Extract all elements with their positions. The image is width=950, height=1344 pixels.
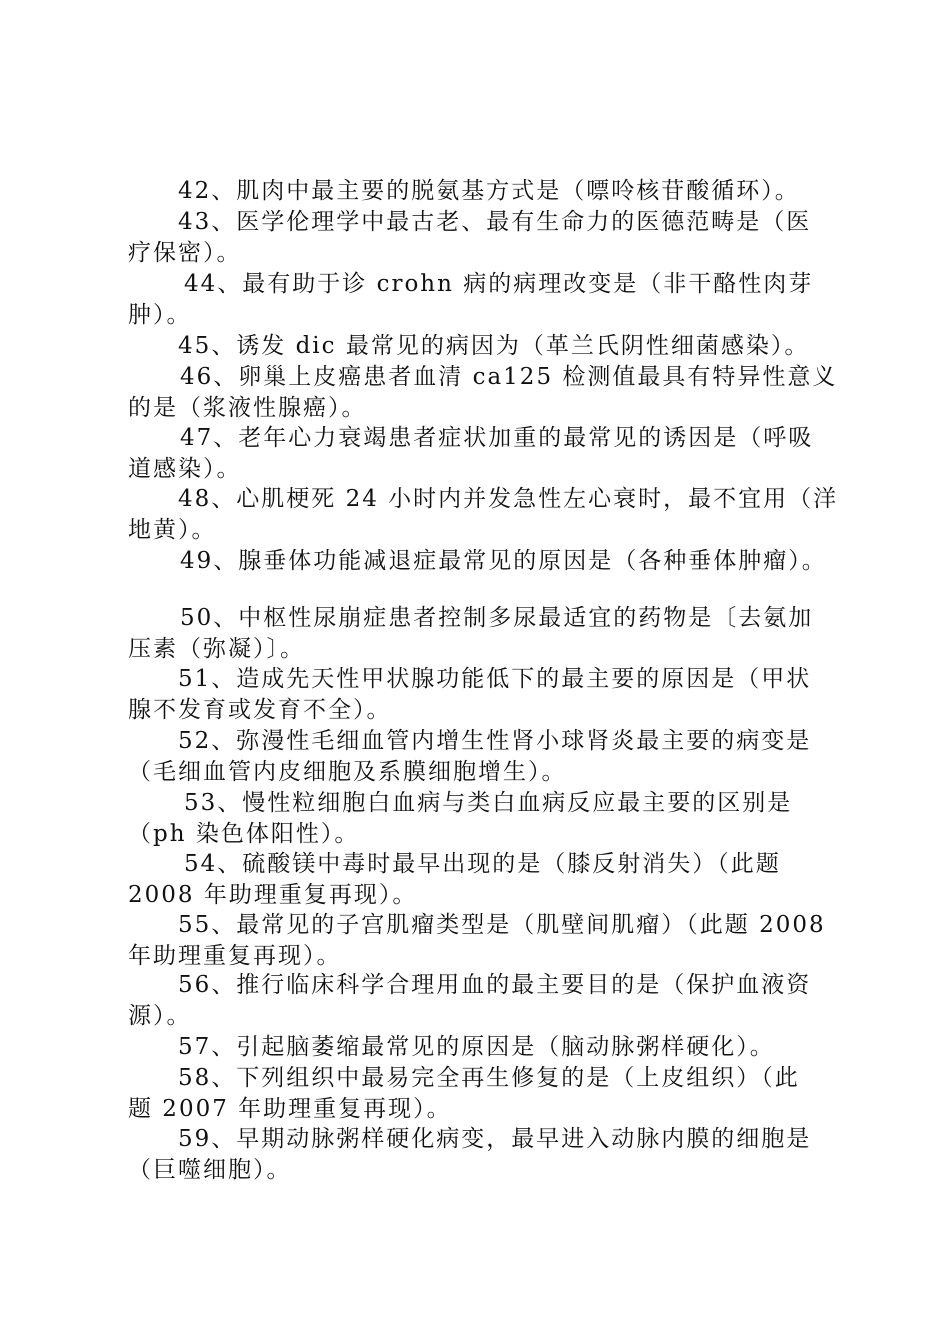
question-line: 42、肌肉中最主要的脱氨基方式是（嘌呤核苷酸循环）。 [178,178,800,204]
question-line: 58、下列组织中最易完全再生修复的是（上皮组织）（此 [178,1065,800,1091]
question-line: 59、早期动脉粥样硬化病变，最早进入动脉内膜的细胞是 [178,1126,812,1152]
question-line: 50、中枢性尿崩症患者控制多尿最适宜的药物是〔去氨加 [180,605,814,631]
question-line-continuation: 题 2007 年助理重复再现）。 [128,1096,452,1122]
question-line: 55、最常见的子宫肌瘤类型是（肌壁间肌瘤）（此题 2008 [178,912,826,938]
question-line-continuation: 年助理重复再现）。 [128,943,342,969]
question-line-continuation: 疗保密）。 [128,240,242,266]
question-line: 52、弥漫性毛细血管内增生性肾小球肾炎最主要的病变是 [178,728,812,754]
question-line-continuation: 腺不发育或发育不全）。 [128,697,392,723]
question-line: 49、腺垂体功能减退症最常见的原因是（各种垂体肿瘤）。 [180,548,827,574]
question-line-continuation: （巨噬细胞）。 [128,1157,292,1183]
question-line: 53、慢性粒细胞白血病与类白血病反应最主要的区别是 [184,790,793,816]
question-line-continuation: 压素（弥凝）〕。 [128,636,305,662]
question-line-continuation: 地黄）。 [128,517,217,543]
question-line: 44、最有助于诊 crohn 病的病理改变是（非干酪性肉芽 [184,271,814,297]
question-line: 47、老年心力衰竭患者症状加重的最常见的诱因是（呼吸 [180,425,814,451]
question-line: 57、引起脑萎缩最常见的原因是（脑动脉粥样硬化）。 [178,1034,775,1060]
question-line-continuation: 道感染）。 [128,456,242,482]
question-line-continuation: 肿）。 [128,302,192,328]
question-line: 51、造成先天性甲状腺功能低下的最主要的原因是（甲状 [178,666,812,692]
question-line-continuation: 2008 年助理重复再现）。 [128,882,418,908]
question-line-continuation: 源）。 [128,1003,192,1029]
question-line: 54、硫酸镁中毒时最早出现的是（膝反射消失）（此题 [184,851,781,877]
question-line: 46、卵巢上皮癌患者血清 ca125 检测值最具有特异性意义 [180,364,838,390]
question-line: 43、医学伦理学中最古老、最有生命力的医德范畴是（医 [178,209,812,235]
question-line-continuation: （ph 染色体阳性）。 [128,821,360,847]
question-line-continuation: 的是（浆液性腺癌）。 [128,395,367,421]
question-line: 56、推行临床科学合理用血的最主要目的是（保护血液资 [178,972,812,998]
question-line-continuation: （毛细血管内皮细胞及系膜细胞增生）。 [128,759,567,785]
question-line: 45、诱发 dic 最常见的病因为（革兰氏阴性细菌感染）。 [178,333,810,359]
question-line: 48、心肌梗死 24 小时内并发急性左心衰时，最不宜用（洋 [178,486,839,512]
